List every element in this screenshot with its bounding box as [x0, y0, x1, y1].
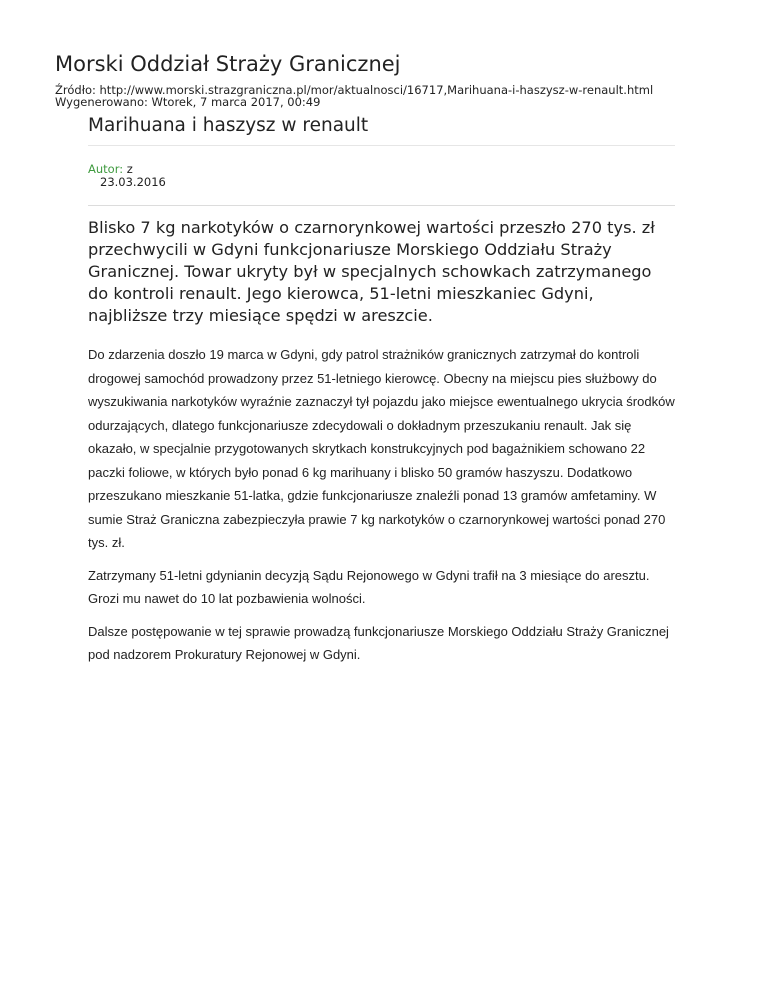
site-title: Morski Oddział Straży Granicznej [55, 52, 401, 76]
author-line [88, 163, 675, 176]
generated-date: Wygenerowano: Wtorek, 7 marca 2017, 00:49 [55, 95, 321, 109]
body-paragraph: Zatrzymany 51-letni gdynianin decyzją Sądu Rejonowego w Gdyni trafił na 3 miesiące do aresztu. Grozi mu nawet do 10 lat pozbawienia wolności. [88, 567, 650, 606]
author-label: Autor: [88, 162, 124, 176]
article-body [88, 343, 675, 667]
article-title: Marihuana i haszysz w renault [88, 112, 675, 146]
author-name: z [123, 162, 133, 176]
print-meta [55, 84, 653, 108]
author-info [88, 146, 675, 206]
article-lead: Blisko 7 kg narkotyków o czarnorynkowej wartości przeszło 270 tys. zł przechwycili w Gdyni funkcjonariusze Morskiego Oddziału Straży Granicznej. Towar ukryty był w specjalnych schowkach zatrzymanego do kontroli renault. Jego kierowca, 51-letni mieszkaniec Gdyni, najbliższe trzy miesiące spędzi w areszcie. [88, 218, 655, 325]
article [88, 112, 675, 676]
body-paragraph: Do zdarzenia doszło 19 marca w Gdyni, gdy patrol strażników granicznych zatrzymał do kontroli drogowej samochód prowadzony przez 51-letniego kierowcę. Obecny na miejscu pies służbowy do wyszukiwania narkotyków wyraźnie zaznaczył tył pojazdu jako miejsce ewentualnego ukrycia środków odurzających, dlatego funkcjonariusze zdecydowali o dokładnym przeszukaniu renault. Jak się okazało, w specjalnie przygotowanych skrytkach konstrukcyjnych pod bagażnikiem schowano 22 paczki foliowe, w których było ponad 6 kg marihuany i blisko 50 gramów haszyszu. Dodatkowo przeszukano mieszkanie 51-latka, gdzie funkcjonariusze znaleźli ponad 13 gramów amfetaminy. W sumie Straż Graniczna zabezpieczyła prawie 7 kg narkotyków o czarnorynkowej wartości ponad 270 tys. zł. [88, 347, 675, 550]
body-paragraph: Dalsze postępowanie w tej sprawie prowadzą funkcjonariusze Morskiego Oddziału Straży Granicznej pod nadzorem Prokuratury Rejonowej w Gdyni. [88, 623, 669, 662]
source-url: Źródło: http://www.morski.strazgraniczna.pl/mor/aktualnosci/16717,Marihuana-i-haszysz-w-renault.html [55, 83, 654, 97]
publish-date: 23.03.2016 [100, 175, 166, 189]
